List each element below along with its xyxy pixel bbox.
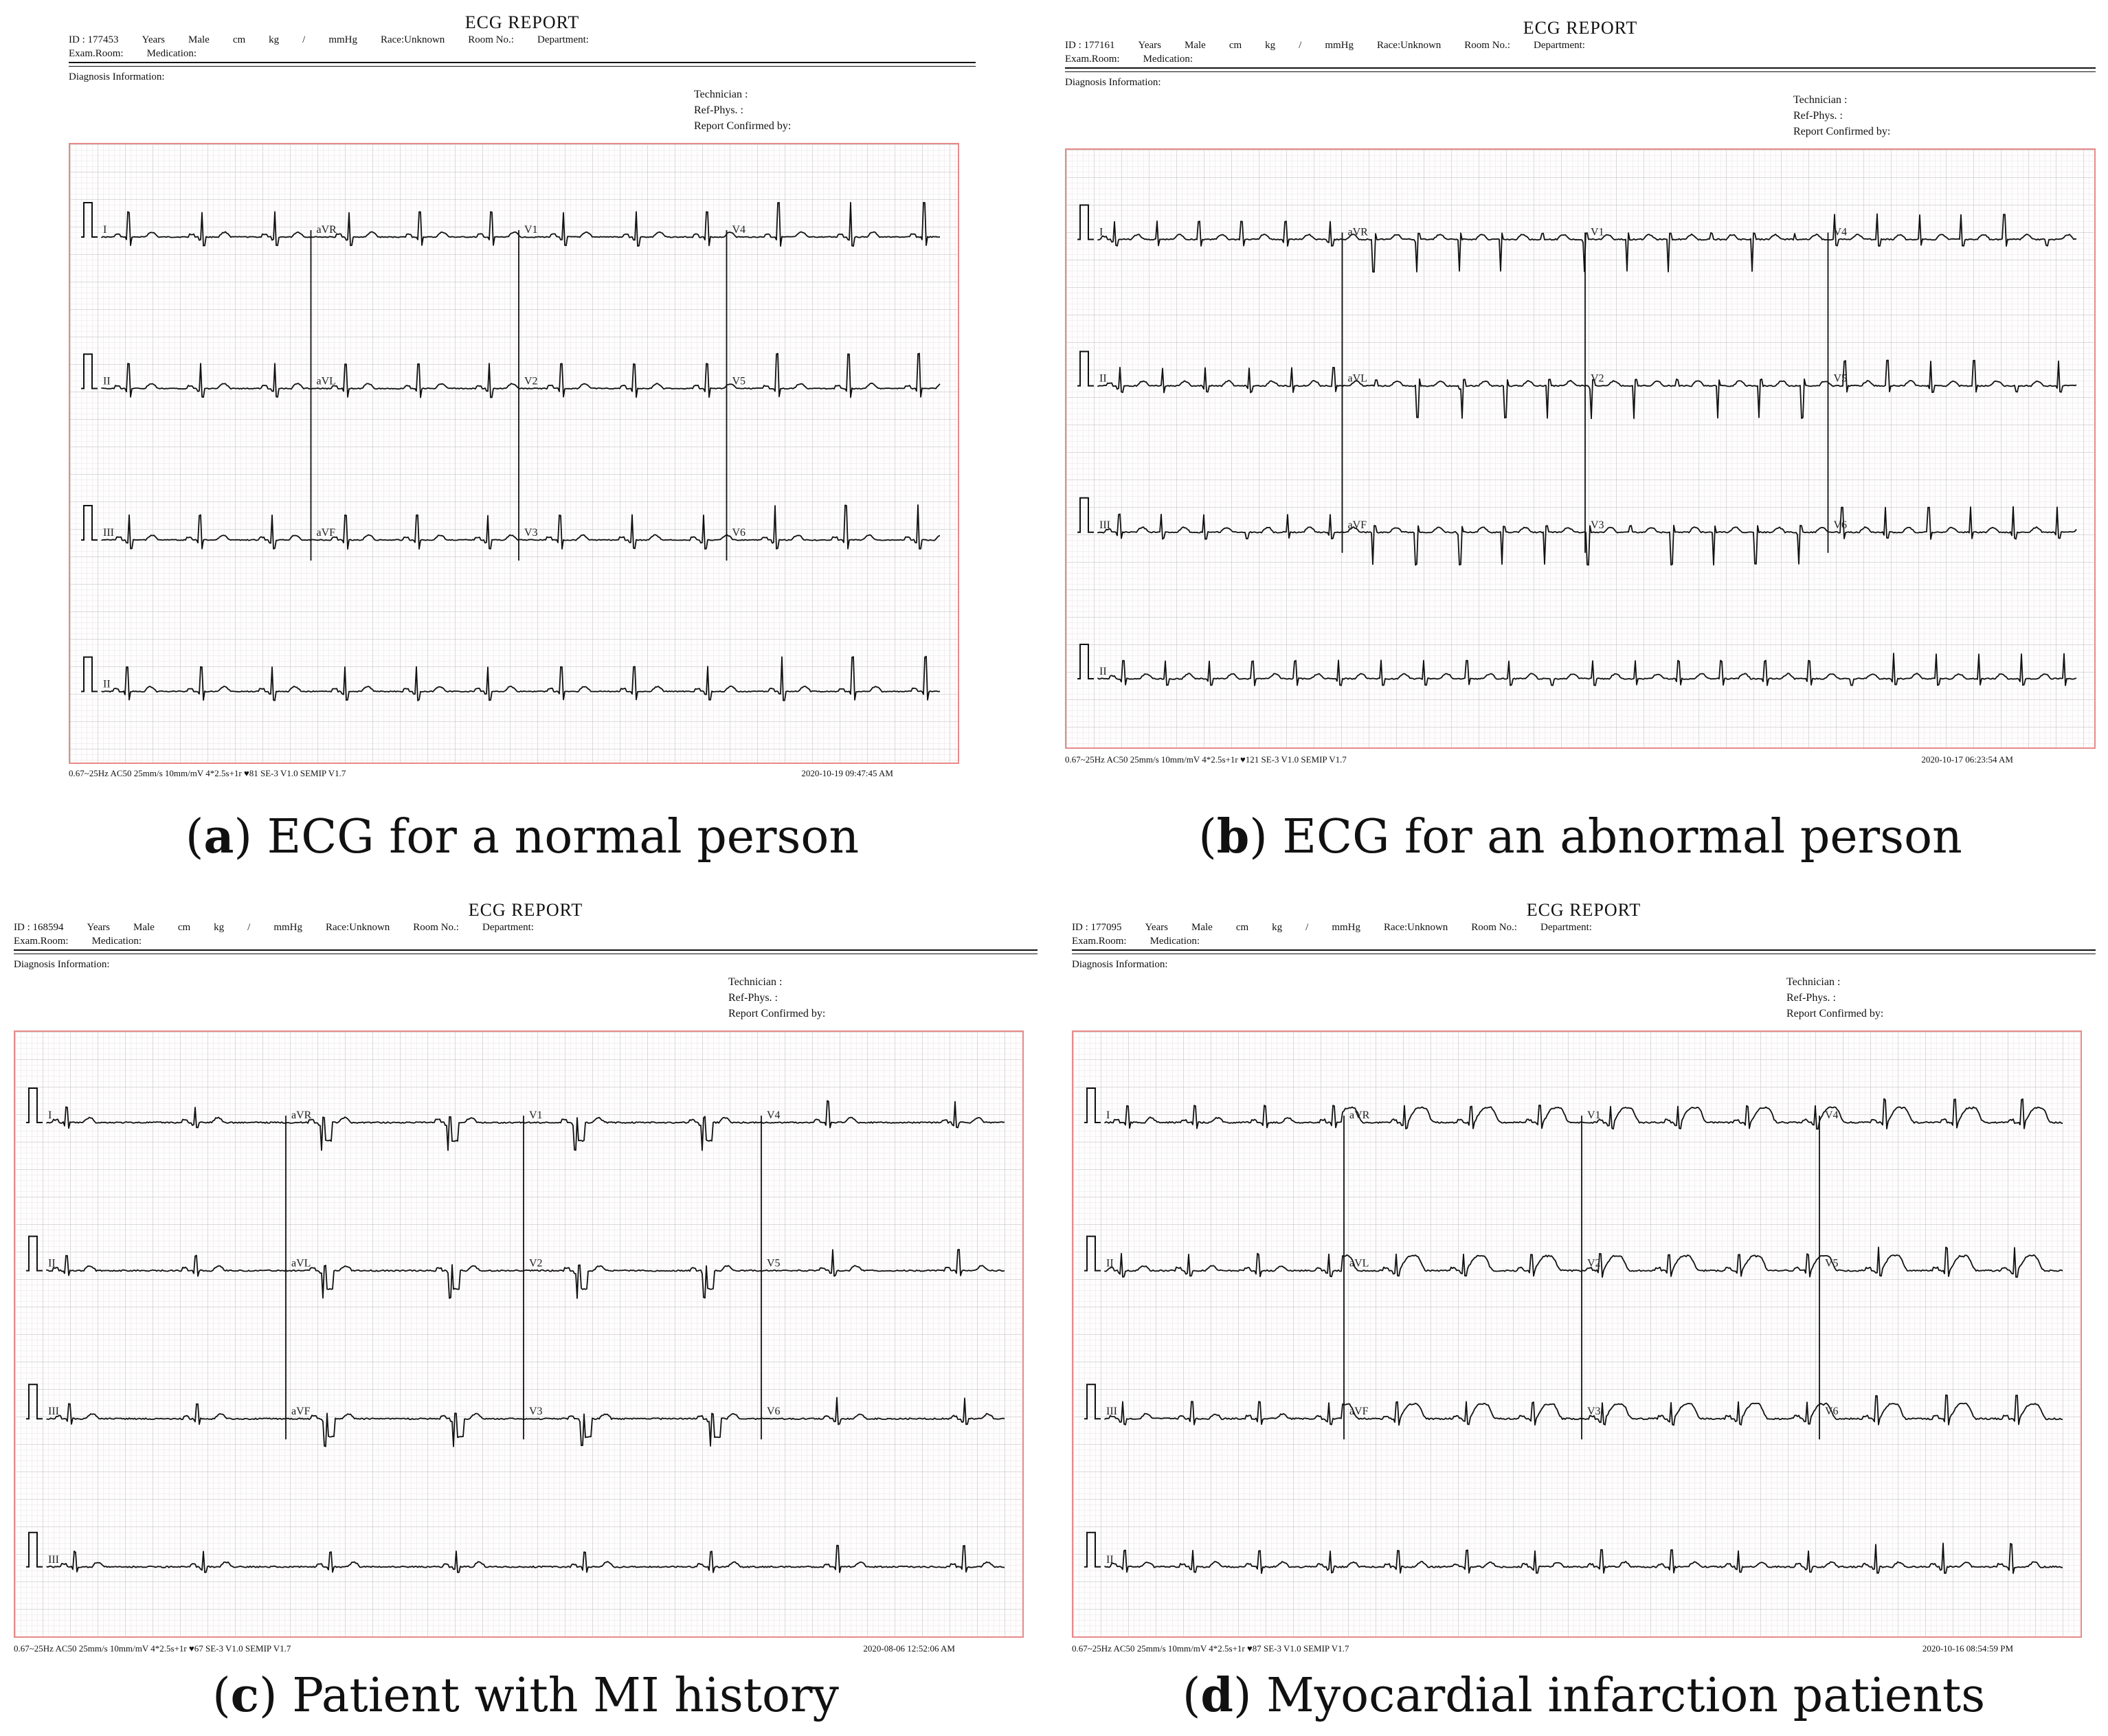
lead-label: aVR	[1347, 226, 1368, 238]
panel-caption: (a) ECG for a normal person	[185, 809, 860, 864]
ecg-report	[1072, 900, 2096, 1654]
lead-label: aVF	[316, 527, 336, 539]
lead-label: V4	[732, 224, 746, 236]
header-rule-thin	[69, 66, 976, 67]
signature-block: Technician : Ref-Phys. : Report Confirmed by:	[1793, 94, 1891, 137]
calibration-pulse	[81, 203, 98, 237]
ecg-traces	[70, 144, 958, 763]
ecg-trace	[102, 203, 940, 246]
ecg-grid	[69, 143, 959, 764]
lead-label: III	[103, 527, 114, 539]
lead-label: aVL	[1349, 1257, 1369, 1270]
lead-label: III	[48, 1406, 59, 1418]
lead-label: V2	[1587, 1257, 1601, 1270]
report-exam-line: Exam.Room: Medication:	[1072, 936, 1200, 947]
lead-label: V1	[1591, 226, 1604, 238]
ecg-trace	[47, 1250, 1005, 1298]
ecg-trace	[47, 1397, 1005, 1446]
lead-label: aVR	[1349, 1109, 1370, 1121]
lead-label: II	[1106, 1257, 1114, 1270]
signature-block: Technician : Ref-Phys. : Report Confirmed by:	[728, 976, 826, 1019]
ecg-panel-c	[14, 900, 1038, 1723]
header-rule	[69, 62, 976, 63]
lead-label: II	[1099, 372, 1107, 385]
header-rule	[1072, 949, 2096, 951]
lead-label: aVR	[291, 1109, 312, 1121]
panel-caption: (c) Patient with MI history	[212, 1668, 839, 1723]
lead-label: V6	[767, 1406, 781, 1418]
lead-label: V3	[524, 527, 538, 539]
panel-caption: (b) ECG for an abnormal person	[1198, 809, 1962, 864]
lead-label: V2	[524, 375, 538, 387]
ecg-grid	[14, 1030, 1024, 1638]
lead-label: aVF	[1347, 519, 1367, 531]
report-title: ECG REPORT	[1526, 900, 1641, 920]
ecg-trace	[1105, 1395, 2063, 1425]
calibration-pulse	[1084, 1088, 1101, 1123]
calibration-pulse	[81, 354, 98, 389]
lead-label: V6	[1825, 1406, 1839, 1418]
lead-label: aVL	[291, 1257, 311, 1270]
lead-label: aVL	[316, 375, 336, 387]
header-rule-thin	[1065, 71, 2096, 72]
report-title: ECG REPORT	[1523, 18, 1638, 38]
ecg-traces	[1066, 150, 2094, 747]
report-exam-line: Exam.Room: Medication:	[14, 936, 142, 947]
panel-caption: (d) Myocardial infarction patients	[1182, 1668, 1986, 1723]
ecg-traces	[1073, 1032, 2081, 1636]
calibration-pulse	[81, 506, 98, 540]
ecg-trace	[1098, 653, 2076, 686]
lead-label: III	[1106, 1406, 1117, 1418]
header-rule	[14, 949, 1038, 951]
calibration-pulse	[26, 1237, 43, 1271]
calibration-pulse	[1077, 352, 1094, 386]
lead-label: I	[1106, 1109, 1110, 1121]
ecg-trace	[47, 1101, 1005, 1150]
lead-label: II	[1106, 1553, 1114, 1566]
calibration-pulse	[1084, 1237, 1101, 1271]
report-header-line: ID : 177095 Years Male cm kg / mmHg Race:Unknown Room No.: Department:	[1072, 922, 1592, 933]
signature-block: Technician : Ref-Phys. : Report Confirmed by:	[694, 89, 792, 132]
lead-label: I	[103, 224, 107, 236]
ecg-trace	[47, 1546, 1005, 1573]
lead-label: II	[1099, 665, 1107, 677]
report-footer: 0.67~25Hz AC50 25mm/s 10mm/mV 4*2.5s+1r ♥121 SE-3 V1.0 SEMIP V1.7 2020-10-17 06:23:54 AM	[1065, 754, 2013, 765]
calibration-pulse	[1077, 644, 1094, 679]
calibration-pulse	[1084, 1533, 1101, 1567]
calibration-pulse	[1077, 498, 1094, 532]
report-title: ECG REPORT	[468, 900, 583, 920]
ecg-trace	[102, 657, 940, 701]
ecg-report	[69, 12, 976, 778]
signature-block: Technician : Ref-Phys. : Report Confirmed by:	[1786, 976, 1884, 1019]
ecg-trace	[1098, 507, 2076, 565]
report-footer: 0.67~25Hz AC50 25mm/s 10mm/mV 4*2.5s+1r ♥87 SE-3 V1.0 SEMIP V1.7 2020-10-16 08:54:59 PM	[1072, 1643, 2013, 1654]
diagnosis-label: Diagnosis Information:	[1065, 77, 1161, 88]
ecg-trace	[1105, 1248, 2063, 1278]
ecg-panel-a	[69, 12, 976, 864]
lead-label: III	[1099, 519, 1110, 531]
ecg-report	[14, 900, 1038, 1654]
lead-label: V1	[1587, 1109, 1601, 1121]
lead-label: V1	[529, 1109, 543, 1121]
lead-label: aVL	[1347, 372, 1367, 385]
lead-label: III	[48, 1553, 59, 1566]
ecg-panel-d	[1072, 900, 2096, 1723]
diagnosis-label: Diagnosis Information:	[1072, 959, 1168, 970]
lead-label: V5	[1825, 1257, 1839, 1270]
calibration-pulse	[1084, 1384, 1101, 1419]
lead-label: V5	[732, 375, 746, 387]
diagnosis-label: Diagnosis Information:	[14, 959, 110, 970]
ecg-trace	[1105, 1098, 2063, 1129]
ecg-traces	[15, 1032, 1022, 1636]
lead-label: V4	[767, 1109, 781, 1121]
ecg-trace	[1105, 1543, 2063, 1573]
diagnosis-label: Diagnosis Information:	[69, 71, 165, 82]
lead-label: aVR	[316, 224, 337, 236]
report-header-line: ID : 168594 Years Male cm kg / mmHg Race:Unknown Room No.: Department:	[14, 922, 534, 933]
ecg-report	[1065, 18, 2096, 765]
lead-label: aVF	[1349, 1406, 1369, 1418]
ecg-panel-b	[1065, 18, 2096, 864]
ecg-trace	[1098, 360, 2076, 418]
lead-label: I	[1099, 226, 1103, 238]
lead-label: V4	[1833, 226, 1848, 238]
ecg-trace	[1098, 214, 2076, 271]
lead-label: V5	[1833, 372, 1848, 385]
header-rule	[1065, 67, 2096, 69]
calibration-pulse	[81, 657, 98, 692]
lead-label: V1	[524, 224, 538, 236]
lead-label: II	[48, 1257, 56, 1270]
lead-label: V4	[1825, 1109, 1839, 1121]
report-footer: 0.67~25Hz AC50 25mm/s 10mm/mV 4*2.5s+1r ♥81 SE-3 V1.0 SEMIP V1.7 2020-10-19 09:47:45 AM	[69, 768, 893, 778]
lead-label: V6	[1833, 519, 1848, 531]
report-header-line: ID : 177453 Years Male cm kg / mmHg Race:Unknown Room No.: Department:	[69, 34, 589, 45]
lead-label: V5	[767, 1257, 781, 1270]
ecg-grid	[1065, 148, 2096, 749]
ecg-trace	[102, 505, 940, 549]
lead-label: V2	[529, 1257, 543, 1270]
lead-label: V3	[529, 1406, 543, 1418]
lead-label: V3	[1587, 1406, 1601, 1418]
lead-label: V6	[732, 527, 746, 539]
lead-label: V3	[1591, 519, 1604, 531]
lead-label: II	[103, 678, 111, 690]
lead-label: V2	[1591, 372, 1604, 385]
report-title: ECG REPORT	[464, 12, 580, 32]
calibration-pulse	[26, 1384, 43, 1419]
lead-label: II	[103, 375, 111, 387]
lead-label: I	[48, 1109, 52, 1121]
report-exam-line: Exam.Room: Medication:	[69, 48, 197, 59]
ecg-grid	[1072, 1030, 2082, 1638]
ecg-trace	[102, 353, 940, 397]
report-header-line: ID : 177161 Years Male cm kg / mmHg Race:Unknown Room No.: Department:	[1065, 40, 1585, 51]
calibration-pulse	[1077, 205, 1094, 240]
report-exam-line: Exam.Room: Medication:	[1065, 54, 1193, 65]
calibration-pulse	[26, 1088, 43, 1123]
lead-label: aVF	[291, 1406, 311, 1418]
report-footer: 0.67~25Hz AC50 25mm/s 10mm/mV 4*2.5s+1r ♥67 SE-3 V1.0 SEMIP V1.7 2020-08-06 12:52:06 AM	[14, 1643, 955, 1654]
calibration-pulse	[26, 1533, 43, 1567]
